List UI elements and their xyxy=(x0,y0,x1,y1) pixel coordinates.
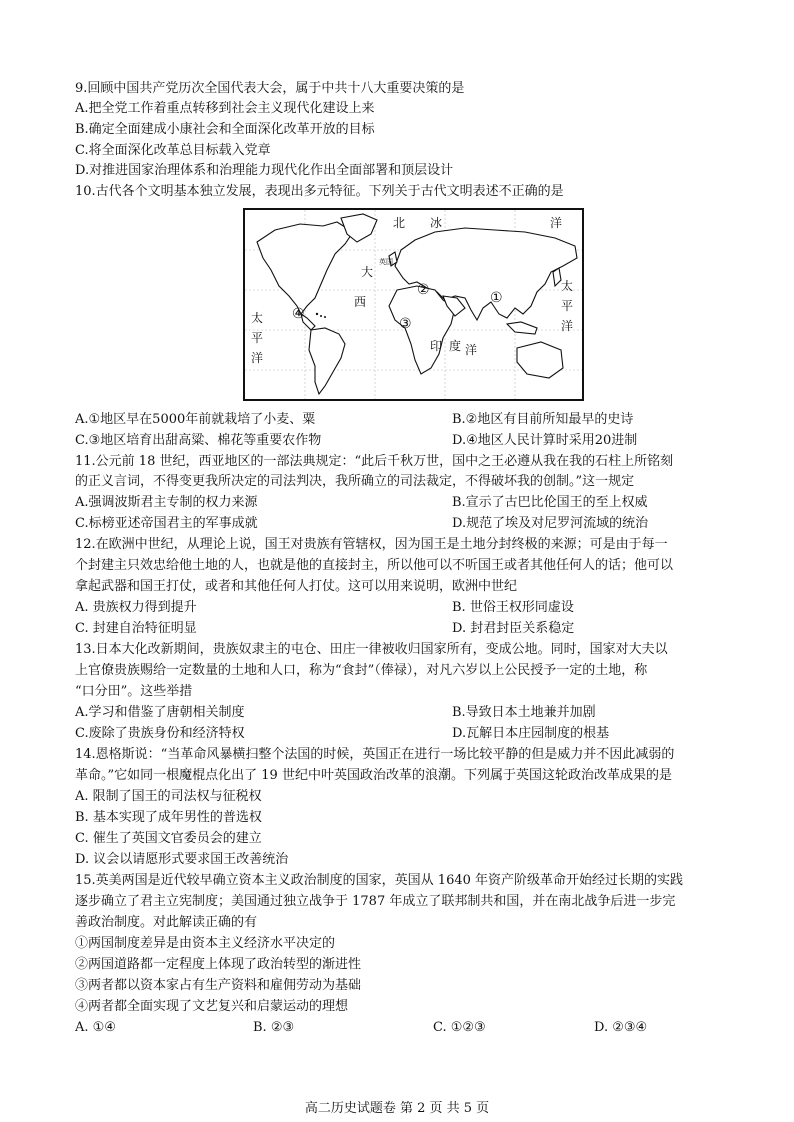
q10-options-row2 xyxy=(75,432,715,450)
australia-landmass xyxy=(517,342,563,378)
q9-stem: 9.回顾中国共产党历次全国代表大会，属于中共十八大重要决策的是 xyxy=(75,81,465,96)
q13-stem-line1: 13.日本大化改新期间，贵族奴隶主的屯仓、田庄一律被收归国家所有，变成公地。同时，国家对大夫以 xyxy=(75,642,668,657)
q12-stem-line2: 个封建主只效忠给他土地的人，也就是他的直接封主，所以他可以不听国王或者其他任何人的话；他可以 xyxy=(75,558,674,573)
q13-option-c: C.废除了贵族身份和经济特权 xyxy=(75,726,245,741)
q12-options-row1 xyxy=(75,599,715,617)
japan-landmass xyxy=(553,268,561,286)
q11-options-row2 xyxy=(75,515,715,533)
q12-stem-line1: 12.在欧洲中世纪，从理论上说，国王对贵族有管辖权，因为国王是土地分封终极的来源；可是由于每一 xyxy=(75,537,668,552)
q11-stem-line1: 11.公元前 18 世纪，西亚地区的一部法典规定：“此后千秋万世，国中之王必遵从我在我的石柱上所铭刻 xyxy=(75,454,674,469)
q10-options-row1 xyxy=(75,411,715,429)
page-footer: 高二历史试题卷 第 2 页 共 5 页 xyxy=(304,1101,490,1116)
q12-stem-line3: 拿起武器和国王打仗，或者和其他任何人打仗。这可以用来说明，欧洲中世纪 xyxy=(75,579,518,594)
q13-option-b: B.导致日本土地兼并加剧 xyxy=(452,705,596,720)
q10-option-c: C.③地区培育出甜高粱、棉花等重要农作物 xyxy=(75,433,322,448)
q14-stem-line1: 14.恩格斯说：“当革命风暴横扫整个法国的时候，英国正在进行一场比较平静的但是威力并不因此减弱的 xyxy=(75,747,675,762)
indonesia-landmass xyxy=(507,322,537,334)
q10-option-a: A.①地区早在5000年前就栽培了小麦、粟 xyxy=(75,412,316,427)
map-label-bing: 冰 xyxy=(430,216,443,230)
q13-stem-line3: “口分田”。这些举措 xyxy=(75,684,193,699)
q15-option-a: A. ①④ xyxy=(75,1020,116,1035)
q15-statement-3: ③两者都以资本家占有生产资料和雇佣劳动为基础 xyxy=(75,978,362,993)
q9-option-d: D.对推进国家治理体系和治理能力现代化作出全面部署和顶层设计 xyxy=(75,163,454,178)
map-label-uk: 英国 xyxy=(379,258,393,266)
south-america-landmass xyxy=(309,328,345,394)
q14-stem-line2: 革命。”它如同一根魔棍点化出了 19 世纪中叶英国政治改革的浪潮。下列属于英国这轮政治改革成果的是 xyxy=(75,768,672,783)
q14-option-d: D. 议会以请愿形式要求国王改善统治 xyxy=(75,852,289,867)
q13-options-row1 xyxy=(75,704,715,722)
q14-option-a: A. 限制了国王的司法权与征税权 xyxy=(75,789,262,804)
map-label-yang-east: 洋 xyxy=(561,319,574,333)
q13-stem-line2: 上官僚贵族赐给一定数量的土地和人口，称为“食封”（俸禄），对凡六岁以上公民授予一定的土地，称 xyxy=(75,663,648,678)
q13-option-a: A.学习和借鉴了唐朝相关制度 xyxy=(75,705,245,720)
q15-option-d: D. ②③④ xyxy=(594,1020,648,1035)
map-label-tai-west: 太 xyxy=(251,311,264,325)
q10-option-b: B.②地区有目前所知最早的史诗 xyxy=(452,412,634,427)
q10-option-d: D.④地区人民计算时采用20进制 xyxy=(452,433,638,448)
map-label-ping-east: 平 xyxy=(561,299,574,313)
q11-option-d: D.规范了埃及对尼罗河流域的统治 xyxy=(452,516,649,531)
q14-option-c: C. 催生了英国文官委员会的建立 xyxy=(75,831,262,846)
q12-option-b: B. 世俗王权形同虚设 xyxy=(452,600,574,615)
q15-option-b: B. ②③ xyxy=(253,1020,295,1035)
q11-stem-line2: 的正义言词，不得变更我所决定的司法判决，我所确立的司法裁定，不得破坏我的创制。”这一规定 xyxy=(75,474,635,489)
q13-option-d: D.瓦解日本庄园制度的根基 xyxy=(452,726,610,741)
q9-option-a: A.把全党工作着重点转移到社会主义现代化建设上来 xyxy=(75,101,375,116)
q15-statement-1: ①两国制度差异是由资本主义经济水平决定的 xyxy=(75,936,336,951)
q11-options-row1 xyxy=(75,494,715,512)
q15-stem-line1: 15.英美两国是近代较早确立资本主义政治制度的国家，英国从 1640 年资产阶级革命开始经过长期的实践 xyxy=(75,873,684,888)
map-label-yang-west: 洋 xyxy=(251,351,264,365)
q11-option-b: B.宣示了古巴比伦国王的至上权威 xyxy=(452,495,648,510)
q12-option-a: A. 贵族权力得到提升 xyxy=(75,600,197,615)
q12-options-row2 xyxy=(75,620,715,638)
q11-option-c: C.标榜亚述帝国君主的军事成就 xyxy=(75,516,258,531)
map-label-yang-indian: 洋 xyxy=(465,343,478,357)
map-label-ping-west: 平 xyxy=(251,331,264,345)
q9-option-b: B.确定全面建成小康社会和全面深化改革开放的目标 xyxy=(75,122,375,137)
map-label-bei: 北 xyxy=(393,216,406,230)
map-label-yang-arctic: 洋 xyxy=(550,216,563,230)
q10-stem: 10.古代各个文明基本独立发展，表现出多元特征。下列关于古代文明表述不正确的是 xyxy=(75,184,564,199)
q15-stem-line3: 善政治制度。对此解读正确的有 xyxy=(75,915,258,930)
map-label-tai-east: 太 xyxy=(561,279,574,293)
q12-option-c: C. 封建自治特征明显 xyxy=(75,621,197,636)
q15-option-c: C. ①②③ xyxy=(433,1020,486,1035)
map-marker-1: ① xyxy=(490,290,503,306)
north-america-landmass xyxy=(257,222,353,314)
map-marker-2: ② xyxy=(417,282,430,298)
q11-option-a: A.强调波斯君主专制的权力来源 xyxy=(75,495,258,510)
world-map-drawing xyxy=(245,210,582,399)
q15-stem-line2: 逐步确立了君主立宪制度；美国通过独立战争于 1787 年成立了联邦制共和国，并在南北战争后进一步完 xyxy=(75,894,676,909)
q14-option-b: B. 基本实现了成年男性的普选权 xyxy=(75,810,262,825)
q13-options-row2 xyxy=(75,725,715,743)
world-map xyxy=(243,208,584,401)
q9-option-c: C.将全面深化改革总目标载入党章 xyxy=(75,143,271,158)
map-label-da: 大 xyxy=(361,265,374,279)
map-marker-4: ④ xyxy=(292,306,305,322)
q15-statement-2: ②两国道路都一定程度上体现了政治转型的渐进性 xyxy=(75,957,362,972)
map-label-xi: 西 xyxy=(354,295,367,309)
map-label-du: 度 xyxy=(449,339,462,353)
map-label-yin: 印 xyxy=(430,339,443,353)
q12-option-d: D. 封君封臣关系稳定 xyxy=(452,621,575,636)
q15-statement-4: ④两者都全面实现了文艺复兴和启蒙运动的理想 xyxy=(75,999,349,1014)
map-marker-3: ③ xyxy=(399,316,412,332)
